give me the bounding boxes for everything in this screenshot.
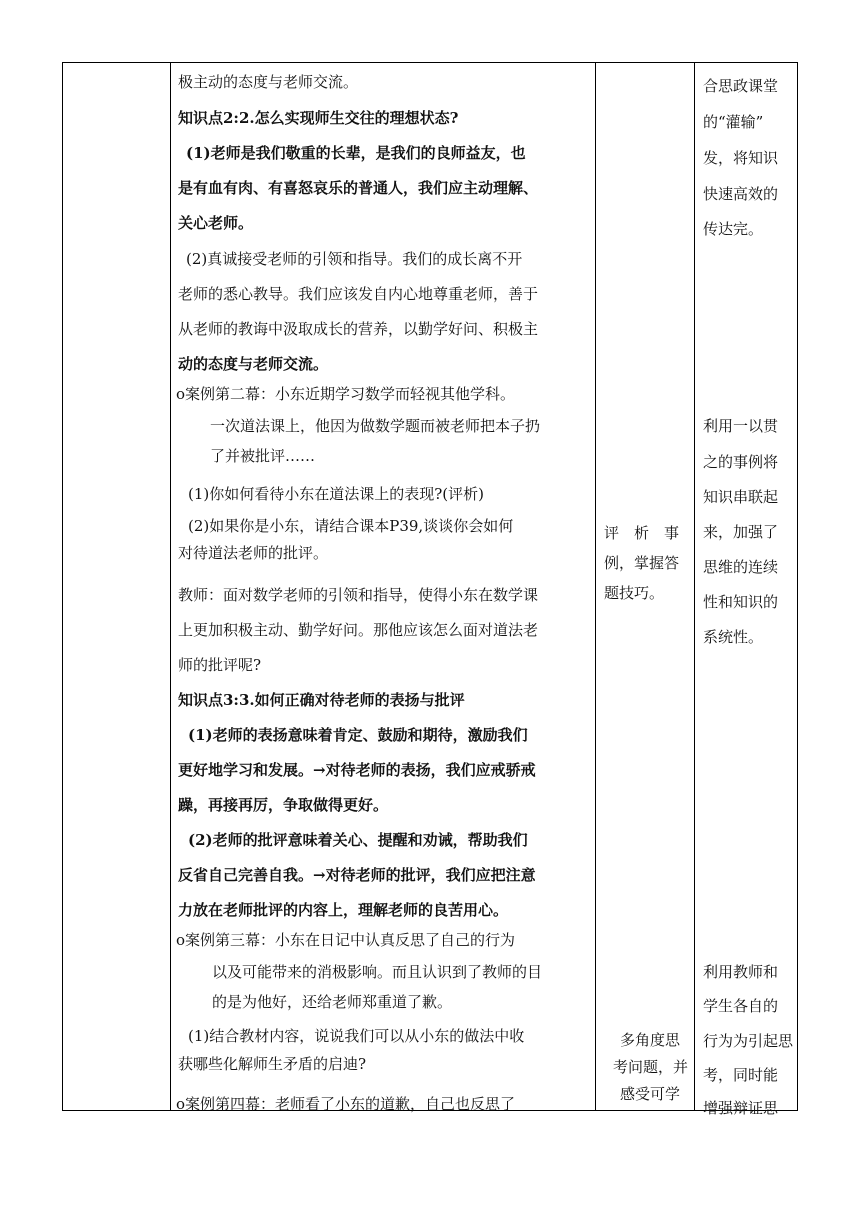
mid-col-line: 题技巧。 — [604, 584, 665, 602]
right-col-line: 利用教师和 — [703, 963, 779, 981]
main-col-line: (1)你如何看待小东在道法课上的表现?(评析) — [188, 485, 484, 503]
main-col-line: 是有血有肉、有喜怒哀乐的普通人，我们应主动理解、 — [178, 179, 539, 197]
column-divider-3 — [694, 63, 695, 1110]
right-col-line: 发，将知识 — [703, 149, 779, 167]
main-col-line: 动的态度与老师交流。 — [178, 355, 329, 373]
main-col-line: 对待道法老师的批评。 — [178, 544, 329, 562]
mid-col-line: 考问题，并 — [613, 1058, 689, 1076]
right-col-line: 快速高效的 — [703, 185, 779, 203]
main-col-line: (2)真诚接受老师的引领和指导。我们的成长离不开 — [186, 250, 523, 268]
main-col-line: (1)老师的表扬意味着肯定、鼓励和期待，激励我们 — [188, 726, 528, 744]
main-col-line: 以及可能带来的消极影响。而且认识到了教师的目 — [212, 963, 543, 981]
right-col-line: 系统性。 — [703, 628, 764, 646]
right-col-line: 传达完。 — [703, 220, 764, 238]
main-col-line: (2)如果你是小东，请结合课本P39,谈谈你会如何 — [188, 517, 514, 535]
main-col-line: 更好地学习和发展。→对待老师的表扬，我们应戒骄戒 — [178, 761, 536, 779]
main-col-line: (1)结合教材内容，说说我们可以从小东的做法中收 — [188, 1027, 525, 1045]
mid-col-line: 多角度思 — [620, 1031, 681, 1049]
main-col-line: o案例第四幕：老师看了小东的道歉，自己也反思了 — [176, 1095, 516, 1113]
main-col-line: 教师：面对数学老师的引领和指导，使得小东在数学课 — [178, 586, 539, 604]
main-col-line: 获哪些化解师生矛盾的启迪? — [178, 1055, 367, 1073]
right-col-line: 知识串联起 — [703, 488, 779, 506]
main-col-line: 从老师的教诲中汲取成长的营养，以勤学好问、积极主 — [178, 320, 539, 338]
main-col-line: 一次道法课上，他因为做数学题而被老师把本子扔 — [210, 417, 541, 435]
right-col-line: 合思政课堂 — [703, 77, 779, 95]
main-col-line: 反省自己完善自我。→对待老师的批评，我们应把注意 — [178, 866, 536, 884]
column-divider-1 — [170, 63, 171, 1110]
mid-col-line: 感受可学 — [620, 1085, 681, 1103]
main-col-line: 躁，再接再厉，争取做得更好。 — [178, 796, 389, 814]
main-col-line: 上更加积极主动、勤学好问。那他应该怎么面对道法老 — [178, 621, 539, 639]
right-col-line: 来，加强了 — [703, 523, 779, 541]
column-divider-2 — [595, 63, 596, 1110]
right-col-line: 之的事例将 — [703, 453, 779, 471]
main-col-line: (2)老师的批评意味着关心、提醒和劝诫，帮助我们 — [188, 831, 528, 849]
main-col-line: 力放在老师批评的内容上，理解老师的良苦用心。 — [178, 901, 509, 919]
main-col-line: o案例第三幕：小东在日记中认真反思了自己的行为 — [176, 931, 516, 949]
main-col-line: 老师的悉心教导。我们应该发自内心地尊重老师，善于 — [178, 285, 539, 303]
main-col-line: 了并被批评…… — [210, 447, 316, 465]
main-col-line: 关心老师。 — [178, 214, 254, 232]
main-col-line: 知识点3:3.如何正确对待老师的表扬与批评 — [178, 691, 465, 709]
right-col-line: 的“灌输” — [703, 113, 764, 131]
main-col-line: o案例第二幕：小东近期学习数学而轻视其他学科。 — [176, 385, 516, 403]
main-col-line: (1)老师是我们敬重的长辈，是我们的良师益友，也 — [186, 144, 526, 162]
right-col-line: 性和知识的 — [703, 593, 779, 611]
mid-col-line: 评 析 事 — [604, 524, 680, 542]
main-col-line: 的是为他好，还给老师郑重道了歉。 — [212, 993, 453, 1011]
right-col-line: 学生各自的 — [703, 997, 779, 1015]
main-col-line: 极主动的态度与老师交流。 — [178, 73, 359, 91]
right-col-line: 利用一以贯 — [703, 417, 779, 435]
main-col-line: 师的批评呢? — [178, 656, 262, 674]
main-col-line: 知识点2:2.怎么实现师生交往的理想状态? — [178, 109, 459, 127]
right-col-line: 行为为引起思 — [703, 1032, 794, 1050]
right-col-line: 考，同时能 — [703, 1066, 779, 1084]
right-col-line: 思维的连续 — [703, 558, 779, 576]
right-col-line: 增强辩证思 — [703, 1099, 779, 1117]
mid-col-line: 例，掌握答 — [604, 554, 680, 572]
